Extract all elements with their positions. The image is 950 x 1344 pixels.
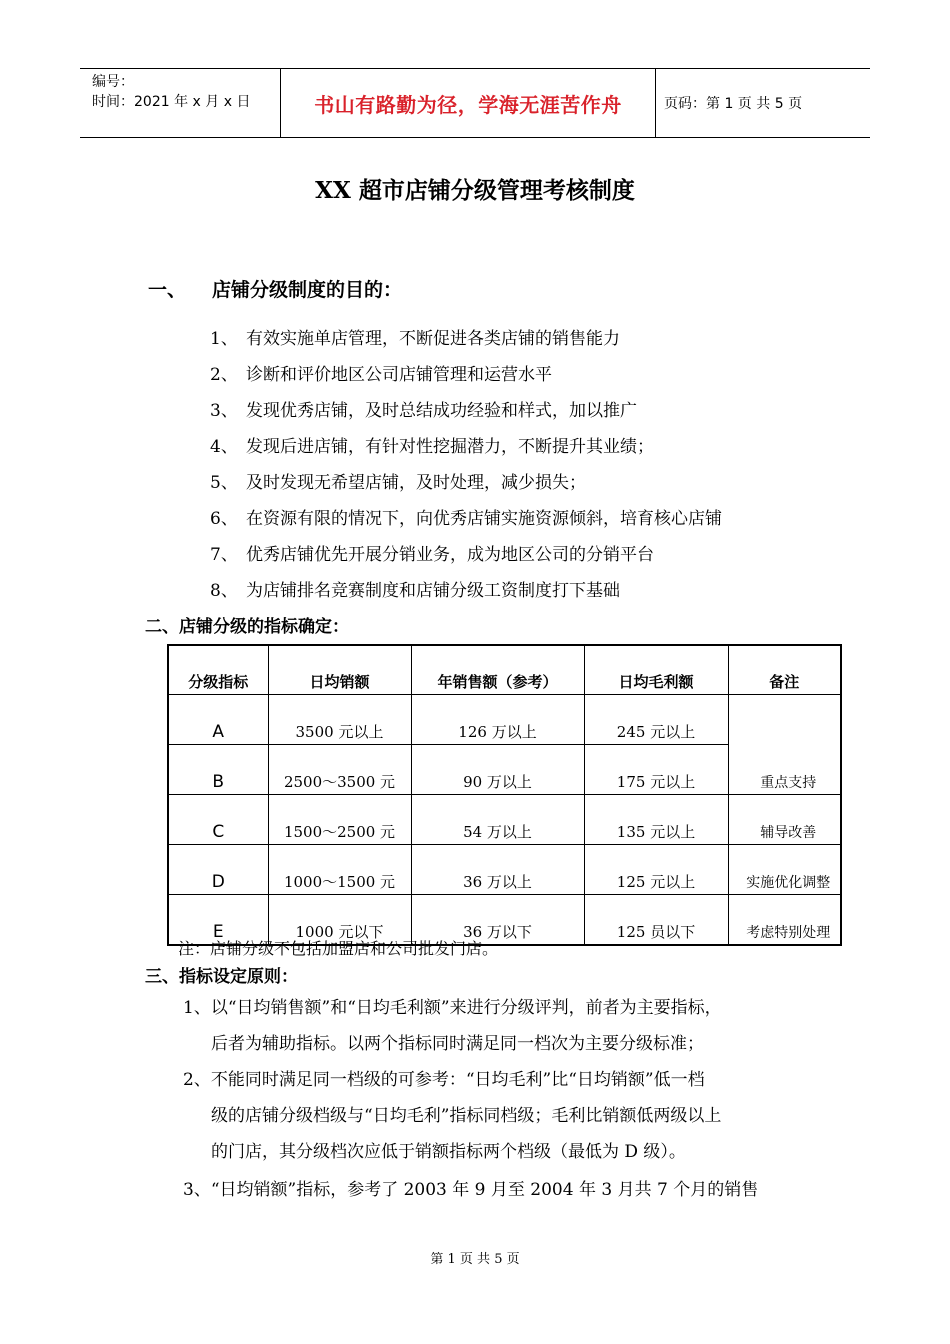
daily-margin-cell: 125 元以上	[584, 845, 728, 895]
list-item: 7、 优秀店铺优先开展分销业务，成为地区公司的分销平台	[210, 545, 654, 565]
col-header: 年销售额（参考）	[411, 645, 584, 695]
daily-sales-cell: 2500～3500 元	[268, 745, 411, 795]
principle-1	[183, 990, 833, 1062]
grade-cell: C	[168, 795, 268, 845]
grade-cell: B	[168, 745, 268, 795]
page-footer: 第 1 页 共 5 页	[430, 1252, 520, 1267]
section2-heading: 二、店铺分级的指标确定：	[145, 617, 349, 637]
annual-sales-cell: 36 万以上	[411, 845, 584, 895]
header-motto-cell	[280, 69, 656, 137]
document-title: XX 超市店铺分级管理考核制度	[315, 177, 635, 204]
note-cell: 实施优化调整	[728, 845, 841, 895]
annual-sales-cell: 126 万以上	[411, 695, 584, 745]
list-item: 5、 及时发现无希望店铺，及时处理，减少损失；	[210, 473, 586, 493]
note-cell: 重点支持	[728, 695, 841, 795]
motto: 书山有路勤为径，学海无涯苦作舟	[314, 92, 622, 117]
principle-line: 3、“日均销额”指标，参考了 2003 年 9 月至 2004 年 3 月共 7 个月的销售	[183, 1180, 759, 1200]
note-cell: 辅导改善	[728, 795, 841, 845]
principle-line: 的门店，其分级档次应低于销额指标两个档级（最低为 D 级）。	[211, 1142, 686, 1162]
daily-margin-cell: 175 元以上	[584, 745, 728, 795]
grade-cell: D	[168, 845, 268, 895]
col-header: 日均毛利额	[584, 645, 728, 695]
list-item: 3、 发现优秀店铺，及时总结成功经验和样式，加以推广	[210, 401, 637, 421]
col-header: 日均销额	[268, 645, 411, 695]
daily-sales-cell: 3500 元以上	[268, 695, 411, 745]
annual-sales-cell: 54 万以上	[411, 795, 584, 845]
date-line: 时间：2021 年 x 月 x 日	[92, 94, 251, 110]
annual-sales-cell: 36 万以下	[411, 895, 584, 946]
table-row	[168, 795, 841, 845]
daily-sales-cell: 1000～1500 元	[268, 845, 411, 895]
section1-num: 一、	[148, 279, 187, 301]
number-label: 编号：	[92, 74, 134, 90]
document-header	[80, 68, 870, 138]
daily-margin-cell: 125 员以下	[584, 895, 728, 946]
principle-line: 级的店铺分级档级与“日均毛利”指标同档级；毛利比销额低两级以上	[211, 1106, 722, 1126]
col-header: 分级指标	[168, 645, 268, 695]
list-item: 8、 为店铺排名竞赛制度和店铺分级工资制度打下基础	[210, 581, 620, 601]
note-cell: 考虑特别处理	[728, 895, 841, 946]
list-item: 6、 在资源有限的情况下，向优秀店铺实施资源倾斜，培育核心店铺	[210, 509, 722, 529]
header-meta-cell	[80, 69, 280, 137]
section3-heading: 三、指标设定原则：	[145, 967, 298, 987]
table-row	[168, 845, 841, 895]
daily-sales-cell: 1000 元以下	[268, 895, 411, 946]
grade-table	[167, 644, 842, 946]
daily-margin-cell: 135 元以上	[584, 795, 728, 845]
principle-line: 后者为辅助指标。以两个指标同时满足同一档次为主要分级标准；	[211, 1034, 704, 1054]
list-item: 1、 有效实施单店管理，不断促进各类店铺的销售能力	[210, 329, 620, 349]
header-page-cell	[656, 69, 870, 137]
table-row	[168, 695, 841, 745]
list-item: 2、 诊断和评价地区公司店铺管理和运营水平	[210, 365, 552, 385]
section1-heading	[148, 275, 402, 302]
grade-cell: A	[168, 695, 268, 745]
principle-line: 1、以“日均销售额”和“日均毛利额”来进行分级评判，前者为主要指标，	[183, 998, 722, 1018]
table-footnote: 注：店铺分级不包括加盟店和公司批发门店。	[178, 939, 499, 958]
principle-2	[183, 1062, 833, 1170]
table-header-row	[168, 645, 841, 695]
principle-3	[183, 1172, 833, 1208]
col-header: 备注	[728, 645, 841, 695]
page-info: 页码：第 1 页 共 5 页	[664, 96, 803, 112]
daily-sales-cell: 1500～2500 元	[268, 795, 411, 845]
annual-sales-cell: 90 万以上	[411, 745, 584, 795]
grade-cell: E	[168, 895, 268, 946]
principle-line: 2、不能同时满足同一档级的可参考：“日均毛利”比“日均销额”低一档	[183, 1070, 705, 1090]
daily-margin-cell: 245 元以上	[584, 695, 728, 745]
section1-title: 店铺分级制度的目的：	[212, 279, 403, 301]
list-item: 4、 发现后进店铺，有针对性挖掘潜力，不断提升其业绩；	[210, 437, 654, 457]
